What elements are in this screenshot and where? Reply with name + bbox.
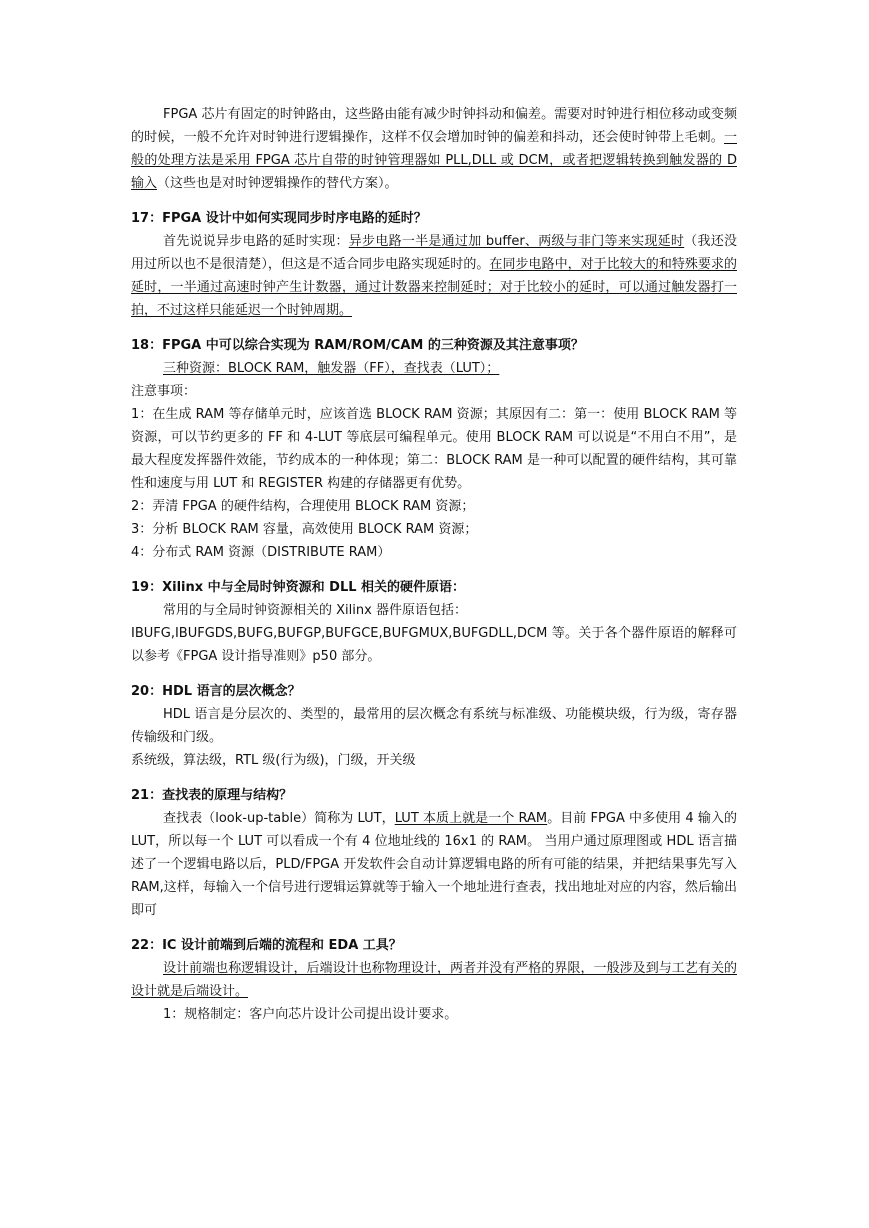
section-17-heading: 17：FPGA 设计中如何实现同步时序电路的延时？ [131, 211, 427, 226]
section-21-heading: 21：查找表的原理与结构？ [131, 788, 293, 803]
intro-text: FPGA 芯片有固定的时钟路由，这些路由能有减少时钟抖动和偏差。需要对时钟进行相位移动或变频的时候，一般不允许对时钟进行逻辑操作，这样不仅会增加时钟的偏差和抖动，还会使时钟带上毛刺。 [131, 107, 737, 145]
section-18-note-2: 2：弄清 FPGA 的硬件结构，合理使用 BLOCK RAM 资源； [131, 499, 475, 514]
intro-paragraph [131, 103, 737, 195]
section-20-paragraph: HDL 语言是分层次的、类型的，最常用的层次概念有系统与标准级、功能模块级，行为级，寄存器传输级和门级。 [131, 707, 737, 745]
intro-underlined-text: 一般的处理方法是采用 FPGA 芯片自带的时钟管理器如 PLL,DLL 或 DCM，或者把逻辑转换到触发器的 D 输入 [131, 130, 737, 191]
section-18-note-4: 4：分布式 RAM 资源（DISTRIBUTE RAM） [131, 545, 391, 560]
section-19-heading: 19：Xilinx 中与全局时钟资源和 DLL 相关的硬件原语： [131, 580, 466, 595]
s21-underlined-text: LUT 本质上就是一个 RAM [394, 811, 548, 826]
s22-underlined-text: 设计前端也称逻辑设计，后端设计也称物理设计，两者并没有严格的界限，一般涉及到与工艺有关的设计就是后端设计。 [131, 961, 737, 999]
section-18-heading: 18：FPGA 中可以综合实现为 RAM/ROM/CAM 的三种资源及其注意事项？ [131, 338, 584, 353]
section-21-paragraph [131, 807, 737, 922]
section-20-heading: 20：HDL 语言的层次概念？ [131, 684, 301, 699]
s21-text-a: 查找表（look-up-table）简称为 LUT， [163, 811, 395, 826]
section-19-intro: 常用的与全局时钟资源相关的 Xilinx 器件原语包括： [163, 603, 467, 618]
s17-text-a: 首先说说异步电路的延时实现： [163, 234, 349, 249]
s18-resources-text: 三种资源：BLOCK RAM，触发器（FF），查找表（LUT）； [163, 361, 500, 376]
s17-underlined-sync: 在同步电路中，对于比较大的和特殊要求的延时，一半通过高速时钟产生计数器，通过计数器来控制延时；对于比较小的延时，可以通过触发器打一拍，不过这样只能延迟一个时钟周期。 [131, 257, 737, 318]
section-17-paragraph [131, 230, 737, 322]
section-22-paragraph [131, 957, 737, 1003]
s17-text-c: （我还没用过所以也不是很清楚），但这是不适合同步电路实现延时的。 [131, 234, 737, 272]
section-19-primitives: IBUFG,IBUFGDS,BUFG,BUFGP,BUFGCE,BUFGMUX,BUFGDLL,DCM 等。关于各个器件原语的解释可以参考《FPGA 设计指导准则》p50 部分。 [131, 626, 737, 664]
section-18-resources [131, 357, 737, 380]
section-18-note-1: 1：在生成 RAM 等存储单元时，应该首选 BLOCK RAM 资源；其原因有二：第一：使用 BLOCK RAM 等资源，可以节约更多的 FF 和 4-LUT 等底层可编程单元。使用 BLOCK RAM 可以说是“不用白不用”，是最大程度发挥器件效能，节约成本的一种体现；第二：BLOCK RAM 是一种可以配置的硬件结构，其可靠性和速度与用 LUT 和 REGISTER 构建的存储器更有优势。 [131, 407, 737, 491]
section-18-note-3: 3：分析 BLOCK RAM 容量，高效使用 BLOCK RAM 资源； [131, 522, 478, 537]
section-22-heading: 22：IC 设计前端到后端的流程和 EDA 工具？ [131, 938, 402, 953]
s17-underlined-async: 异步电路一半是通过加 buffer、两级与非门等来实现延时 [348, 234, 685, 249]
s21-text-c: 。目前 FPGA 中多使用 4 输入的 LUT，所以每一个 LUT 可以看成一个有 4 位地址线的 16x1 的 RAM。 当用户通过原理图或 HDL 语言描述了一个逻辑电路以后，PLD/FPGA 开发软件会自动计算逻辑电路的所有可能的结果，并把结果事先写入 RAM,这样，每输入一个信号进行逻辑运算就等于输入一个地址进行查表，找出地址对应的内容，然后输出即可 [131, 811, 738, 918]
intro-tail-text: （这些也是对时钟逻辑操作的替代方案）。 [157, 176, 398, 191]
section-18-notes-label: 注意事项： [131, 384, 197, 399]
section-22-step-1: 1：规格制定：客户向芯片设计公司提出设计要求。 [163, 1007, 458, 1022]
section-20-levels: 系统级，算法级，RTL 级(行为级)，门级，开关级 [131, 753, 416, 768]
document-page [131, 103, 737, 1026]
